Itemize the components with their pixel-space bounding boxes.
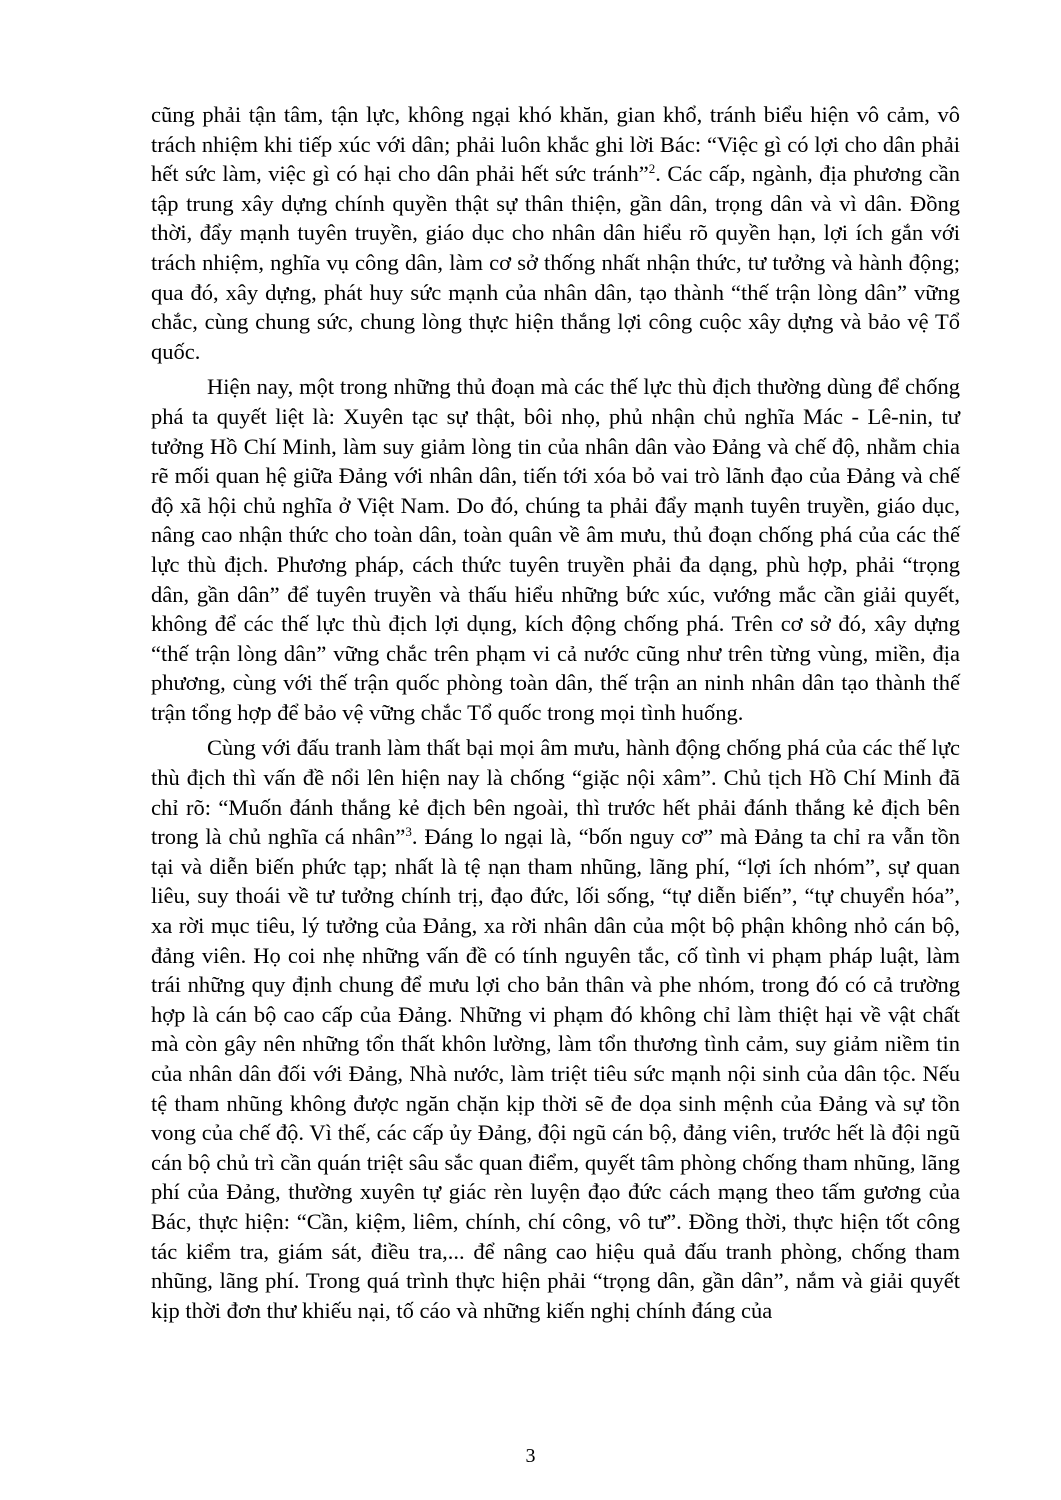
footnote-marker-3: 3 (405, 824, 412, 840)
paragraph-1-text-before: cũng phải tận tâm, tận lực, không ngại khó khăn, gian khổ, tránh biểu hiện vô cảm, vô trách nhiệm khi tiếp xúc với dân; phải luôn khắc ghi lời Bác: “Việc gì có lợi cho dân phải hết sức làm, việc gì có hại cho dân phải hết sức tránh” (151, 102, 960, 187)
footnote-marker-2: 2 (648, 161, 656, 177)
paragraph-2-text: Hiện nay, một trong những thủ đoạn mà các thế lực thù địch thường dùng để chống phá ta quyết liệt là: Xuyên tạc sự thật, bôi nhọ, phủ nhận chủ nghĩa Mác - Lê-nin, tư tưởng Hồ Chí Minh, làm suy giảm lòng tin của nhân dân vào Đảng và chế độ, nhằm chia rẽ mối quan hệ giữa Đảng với nhân dân, tiến tới xóa bỏ vai trò lãnh đạo của Đảng và chế độ xã hội chủ nghĩa ở Việt Nam. Do đó, chúng ta phải đẩy mạnh tuyên truyền, giáo dục, nâng cao nhận thức cho toàn dân, toàn quân về âm mưu, thủ đoạn chống phá của các thế lực thù địch. Phương pháp, cách thức tuyên truyền phải đa dạng, phù hợp, phải “trọng dân, gần dân” để tuyên truyền và thấu hiểu những bức xúc, vướng mắc cần giải quyết, không để các thế lực thù địch lợi dụng, kích động chống phá. Trên cơ sở đó, xây dựng “thế trận lòng dân” vững chắc trên phạm vi cả nước cũng như trên từng vùng, miền, địa phương, cùng với thế trận quốc phòng toàn dân, thế trận an ninh nhân dân tạo thành thế trận tổng hợp để bảo vệ vững chắc Tổ quốc trong mọi tình huống. (151, 374, 960, 725)
paragraph-1 (151, 100, 960, 366)
paragraph-2 (151, 372, 960, 727)
paragraph-3 (151, 733, 960, 1325)
paragraph-3-text-after: . Đáng lo ngại là, “bốn nguy cơ” mà Đảng ta chỉ ra vẫn tồn tại và diễn biến phức tạp; nhất là tệ nạn tham nhũng, lãng phí, “lợi ích nhóm”, sự quan liêu, suy thoái về tư tưởng chính trị, đạo đức, lối sống, “tự diễn biến”, “tự chuyển hóa”, xa rời mục tiêu, lý tưởng của Đảng, xa rời nhân dân của một bộ phận không nhỏ cán bộ, đảng viên. Họ coi nhẹ những vấn đề có tính nguyên tắc, cố tình vi phạm pháp luật, làm trái những quy định chung để mưu lợi cho bản thân và phe nhóm, trong đó có cả trường hợp là cán bộ cao cấp của Đảng. Những vi phạm đó không chỉ làm thiệt hại về vật chất mà còn gây nên những tổn thất khôn lường, làm tổn thương tình cảm, suy giảm niềm tin của nhân dân đối với Đảng, Nhà nước, làm triệt tiêu sức mạnh nội sinh của dân tộc. Nếu tệ tham nhũng không được ngăn chặn kịp thời sẽ đe dọa sinh mệnh của Đảng và sự tồn vong của chế độ. Vì thế, các cấp ủy Đảng, đội ngũ cán bộ, đảng viên, trước hết là đội ngũ cán bộ chủ trì cần quán triệt sâu sắc quan điểm, quyết tâm phòng chống tham nhũng, lãng phí của Đảng, thường xuyên tự giác rèn luyện đạo đức cách mạng theo tấm gương của Bác, thực hiện: “Cần, kiệm, liêm, chính, chí công, vô tư”. Đồng thời, thực hiện tốt công tác kiểm tra, giám sát, điều tra,... để nâng cao hiệu quả đấu tranh phòng, chống tham nhũng, lãng phí. Trong quá trình thực hiện phải “trọng dân, gần dân”, nắm và giải quyết kịp thời đơn thư khiếu nại, tố cáo và những kiến nghị chính đáng của (151, 824, 960, 1323)
body-text (151, 100, 960, 1331)
paragraph-1-text-after: . Các cấp, ngành, địa phương cần tập trung xây dựng chính quyền thật sự thân thiện, gần dân, trọng dân và vì dân. Đồng thời, đẩy mạnh tuyên truyền, giáo dục cho nhân dân hiểu rõ quyền hạn, lợi ích gắn với trách nhiệm, nghĩa vụ công dân, làm cơ sở thống nhất nhận thức, tư tưởng và hành động; qua đó, xây dựng, phát huy sức mạnh của nhân dân, tạo thành “thế trận lòng dân” vững chắc, cùng chung sức, chung lòng thực hiện thắng lợi công cuộc xây dựng và bảo vệ Tổ quốc. (151, 161, 960, 364)
page-number: 3 (525, 1445, 536, 1467)
paragraph-3-text-before: Cùng với đấu tranh làm thất bại mọi âm mưu, hành động chống phá của các thế lực thù địch thì vấn đề nổi lên hiện nay là chống “giặc nội xâm”. Chủ tịch Hồ Chí Minh đã chỉ rõ: “Muốn đánh thắng kẻ địch bên ngoài, thì trước hết phải đánh thắng kẻ địch bên trong là chủ nghĩa cá nhân” (151, 735, 960, 850)
